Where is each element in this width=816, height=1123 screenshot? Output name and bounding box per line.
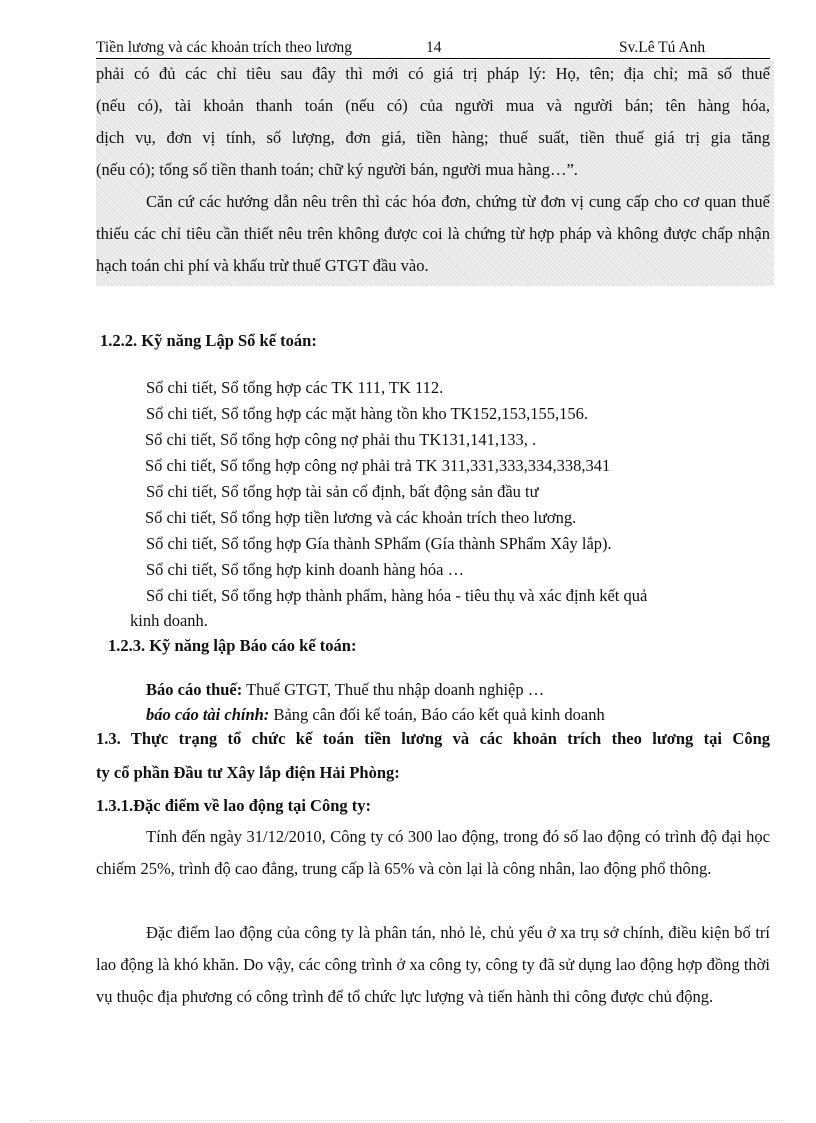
header-title: Tiền lương và các khoản trích theo lương	[96, 39, 353, 56]
intro-line-2: (nếu có), tài khoản thanh toán (nếu có) của người mua và người bán; tên hàng hóa,	[96, 96, 770, 115]
intro-line-1: phải có đủ các chỉ tiêu sau đây thì mới có giá trị pháp lý: Họ, tên; địa chỉ; mã số thuế	[96, 64, 770, 83]
intro-line-4: (nếu có); tổng số tiền thanh toán; chữ ký người bán, người mua hàng…”.	[96, 160, 578, 179]
section-131-heading: 1.3.1.Đặc điểm về lao động tại Công ty:	[96, 796, 371, 815]
intro-line-3: dịch vụ, đơn vị tính, số lượng, đơn giá, tiền hàng; thuế suất, tiền thuế giá trị gia tăng	[96, 128, 770, 147]
page-bottom-rule	[30, 1120, 786, 1121]
section-131-paragraph-2: Đặc điểm lao động của công ty là phân tán, nhỏ lẻ, chủ yếu ở xa trụ sở chính, điều kiện bố trí lao động là khó khăn. Do vậy, các công trình ở xa công ty, công ty đã sử dụng lao động hợp đồng thời vụ thuộc địa phương có công trình để tổ chức lực lượng và tiến hành thi công được chủ động.	[96, 923, 770, 1007]
ledger-item-9: Sổ chi tiết, Sổ tổng hợp thành phẩm, hàng hóa - tiêu thụ và xác định kết quả	[146, 586, 648, 605]
financial-report-text: Bảng cân đối kế toán, Báo cáo kết quả kinh doanh	[269, 705, 605, 724]
ledger-item-8: Sổ chi tiết, Sổ tổng hợp kinh doanh hàng hóa …	[146, 560, 465, 579]
intro-paragraph-2: Căn cứ các hướng dẫn nêu trên thì các hóa đơn, chứng từ đơn vị cung cấp cho cơ quan thuế thiếu các chỉ tiêu cần thiết nêu trên không được coi là chứng từ hợp pháp và không được chấp nhận hạch toán chi phí và khấu trừ thuế GTGT đầu vào.	[96, 192, 770, 276]
ledger-item-3: Sổ chi tiết, Sổ tổng hợp công nợ phải thu TK131,141,133, .	[145, 430, 537, 449]
financial-report-label: báo cáo tài chính:	[146, 705, 270, 724]
ledger-item-5: Sổ chi tiết, Sổ tổng hợp tài sản cố định, bất động sản đầu tư	[146, 482, 539, 501]
ledger-item-9-continuation: kinh doanh.	[130, 611, 208, 630]
tax-report-label: Báo cáo thuế:	[146, 680, 243, 699]
section-123-heading: 1.2.3. Kỹ năng lập Báo cáo kế toán:	[108, 636, 357, 655]
section-13-heading-line-2: ty cổ phần Đầu tư Xây lắp điện Hải Phòng:	[96, 763, 400, 782]
tax-report-line	[146, 677, 544, 703]
ledger-item-2: Sổ chi tiết, Sổ tổng hợp các mặt hàng tồn kho TK152,153,155,156.	[146, 404, 588, 423]
ledger-item-6: Sổ chi tiết, Sổ tổng hợp tiền lương và các khoản trích theo lương.	[145, 508, 577, 527]
header-author: Sv.Lê Tú Anh	[619, 39, 706, 56]
section-122-heading: 1.2.2. Kỹ năng Lập Sổ kế toán:	[100, 331, 317, 350]
page-number: 14	[426, 39, 442, 56]
tax-report-text: Thuế GTGT, Thuế thu nhập doanh nghiệp …	[242, 680, 545, 699]
section-131-paragraph-1: Tính đến ngày 31/12/2010, Công ty có 300 lao động, trong đó số lao động có trình độ đại học chiếm 25%, trình độ cao đẳng, trung cấp là 65% và còn lại là công nhân, lao động phổ thông.	[96, 827, 770, 879]
ledger-item-4: Sổ chi tiết, Sổ tổng hợp công nợ phải trả TK 311,331,333,334,338,341	[145, 456, 611, 475]
page-header	[96, 37, 770, 59]
ledger-item-1: Sổ chi tiết, Sổ tổng hợp các TK 111, TK 112.	[146, 378, 444, 397]
ledger-item-7: Sổ chi tiết, Sổ tổng hợp Gía thành SPhẩm (Gía thành SPhẩm Xây lắp).	[146, 534, 612, 553]
section-13-heading-line-1: 1.3. Thực trạng tổ chức kế toán tiền lương và các khoản trích theo lương tại Công	[96, 729, 770, 748]
